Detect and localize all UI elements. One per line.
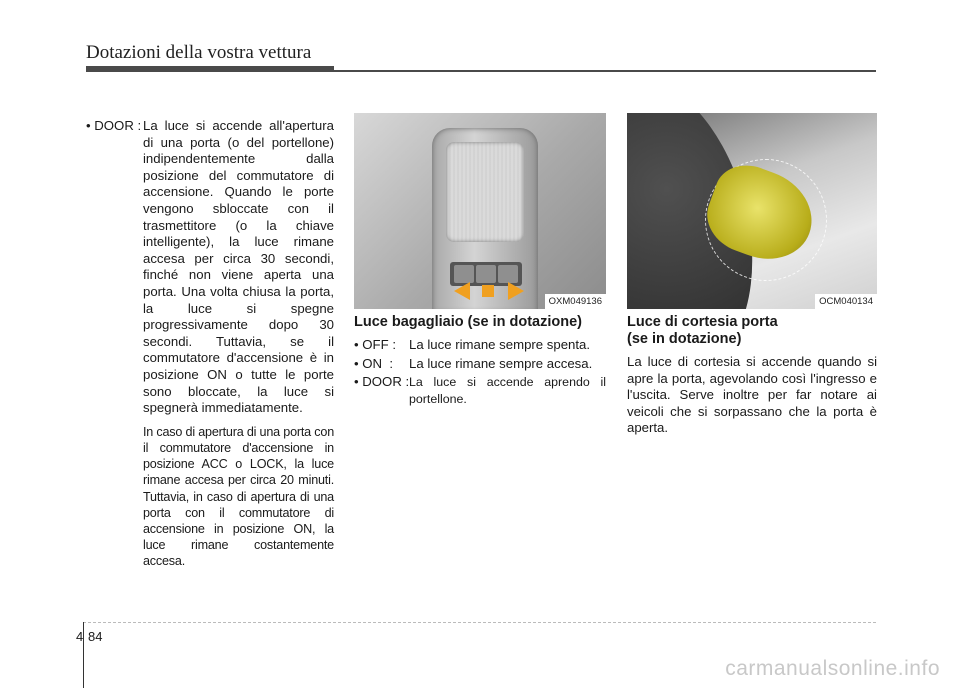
door-acc-paragraph: In caso di apertura di una porta con il commutatore d'accensione in posizione ACC o LOCK, la luce rimane accesa per circa 20 minuti. Tuttavia, in caso di apertura di una porta con il commutatore di accensione in posizione ON, la luce rimane costantemente accesa. bbox=[143, 424, 334, 569]
figure-cargo-lamp bbox=[354, 113, 606, 309]
list-item bbox=[354, 337, 606, 354]
page-header-title: Dotazioni della vostra vettura bbox=[86, 42, 312, 63]
item-value: La luce si accende aprendo il portellone. bbox=[409, 375, 606, 406]
switch-on-position bbox=[476, 265, 496, 283]
list-item bbox=[354, 374, 606, 407]
courtesy-paragraph: La luce di cortesia si accende quando si apre la porta, agevolando così l'ingresso e l'uscita. Serve inoltre per far notare ai veicoli che si sorpassano che la porta è aperta. bbox=[627, 354, 877, 436]
figure-label: OCM040134 bbox=[815, 294, 877, 309]
section-title-cargo: Luce bagagliaio (se in dotazione) bbox=[354, 314, 582, 330]
door-key: • DOOR : bbox=[86, 118, 142, 133]
column-courtesy-light bbox=[627, 314, 877, 437]
item-key: • ON : bbox=[354, 355, 394, 371]
list-item bbox=[354, 356, 606, 373]
page-number-value: 84 bbox=[88, 629, 103, 644]
figure-label: OXM049136 bbox=[545, 294, 606, 309]
footer-divider bbox=[83, 622, 876, 623]
switch-door-position bbox=[498, 265, 518, 283]
figure-courtesy-lamp bbox=[627, 113, 877, 309]
center-square-icon bbox=[482, 285, 494, 297]
item-key: • DOOR : bbox=[354, 374, 410, 390]
chapter-number: 4 bbox=[76, 629, 84, 644]
door-description: La luce si accende all'apertura di una porta (o del portellone) indipendentemente dalla posizione del commutatore di accensione. Quando le porte vengono sbloccate con il trasmettitore (o la chiave intelligente), la luce rimane accesa per circa 30 secondi, finché non viene aperta una porta. Una volta chiusa la porta, la luce si spegne progressivamente dopo 30 secondi. Tuttavia, se il commutatore d'accensione è in posizione ON o tutte le porte sono bloccate, la luce si spegnerà immediatamente. bbox=[143, 118, 334, 416]
title-line-2: (se in dotazione) bbox=[627, 331, 742, 347]
item-key: • OFF : bbox=[354, 337, 396, 352]
title-line-1: Luce di cortesia porta bbox=[627, 314, 778, 330]
arrow-right-icon bbox=[508, 282, 524, 300]
section-title-courtesy bbox=[627, 314, 877, 348]
door-item bbox=[86, 118, 334, 417]
header-rule-thin bbox=[334, 70, 876, 72]
item-value: La luce rimane sempre spenta. bbox=[409, 337, 591, 352]
item-value: La luce rimane sempre accesa. bbox=[409, 355, 593, 371]
column-cargo-light bbox=[354, 314, 606, 409]
watermark: carmanualsonline.info bbox=[725, 657, 940, 680]
cargo-lamp-lens bbox=[446, 142, 524, 242]
switch-off-position bbox=[454, 265, 474, 283]
column-door-light bbox=[86, 118, 334, 570]
arrow-left-icon bbox=[454, 282, 470, 300]
header-rule bbox=[86, 66, 334, 72]
